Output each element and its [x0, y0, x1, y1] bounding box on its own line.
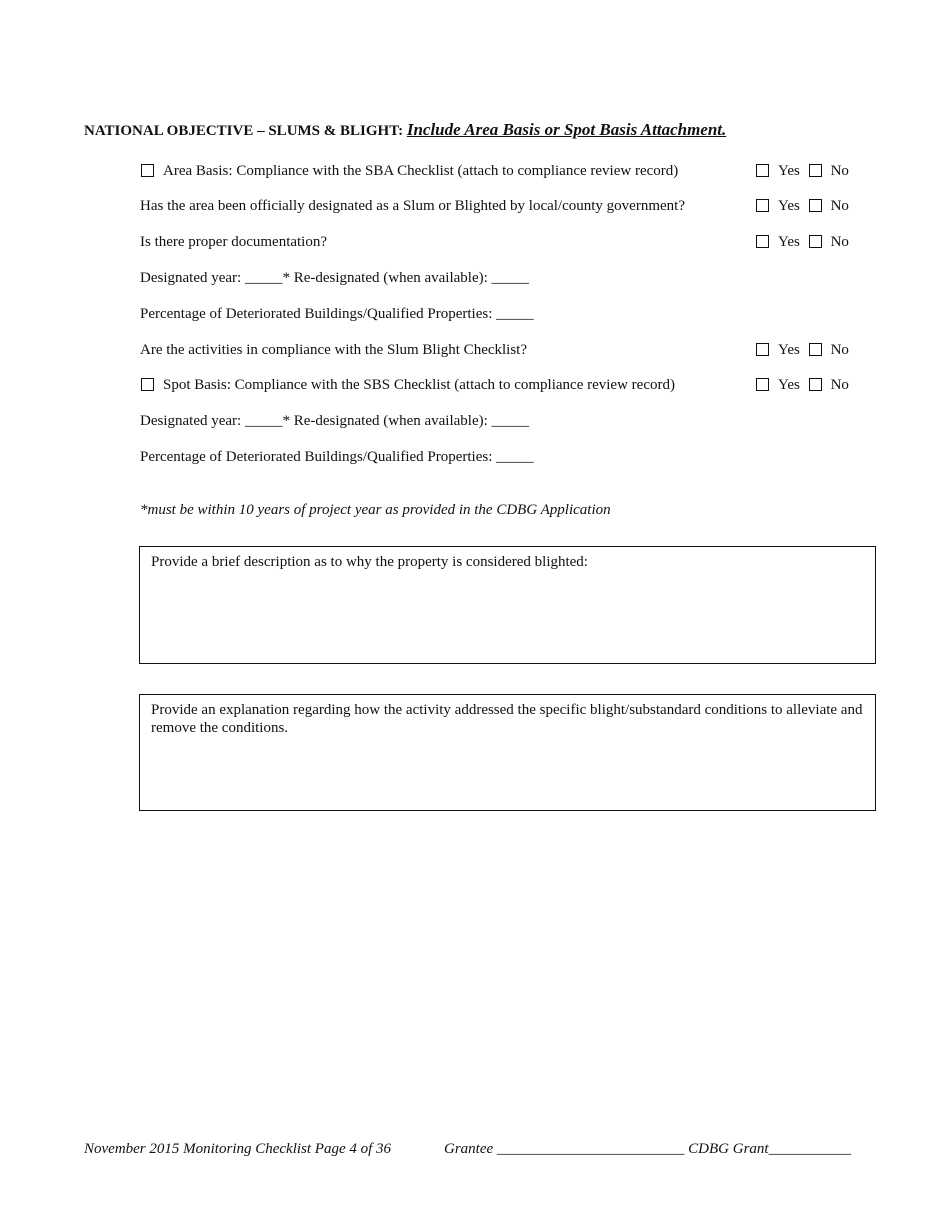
spot-basis-no-checkbox[interactable]	[809, 378, 822, 391]
area-basis-no-checkbox[interactable]	[809, 164, 822, 177]
section-header	[84, 120, 726, 140]
activity-explanation-box[interactable]	[139, 694, 876, 811]
designated-question: Has the area been officially designated as a Slum or Blighted by local/county government?	[140, 198, 685, 214]
documentation-yes-no	[756, 234, 849, 251]
no-label: No	[830, 163, 849, 179]
spot-basis-row	[141, 377, 675, 394]
documentation-yes-checkbox[interactable]	[756, 235, 769, 248]
attachment-note: Include Area Basis or Spot Basis Attachment.	[406, 120, 727, 139]
footer-grantee-line: Grantee _________________________ CDBG Grant___________	[444, 1141, 852, 1157]
footer-page-info: November 2015 Monitoring Checklist Page 4 of 36	[84, 1141, 392, 1157]
activities-yes-checkbox[interactable]	[756, 343, 769, 356]
area-basis-yes-no	[756, 163, 849, 180]
designated-no-checkbox[interactable]	[809, 199, 822, 212]
spot-basis-yes-no	[756, 377, 849, 394]
yes-label: Yes	[778, 342, 800, 358]
no-label: No	[830, 377, 849, 393]
area-basis-row	[141, 163, 678, 180]
spot-basis-checkbox[interactable]	[141, 378, 154, 391]
area-basis-yes-checkbox[interactable]	[756, 164, 769, 177]
blight-description-box[interactable]	[139, 546, 876, 664]
designated-yes-checkbox[interactable]	[756, 199, 769, 212]
spot-basis-label: Spot Basis: Compliance with the SBS Checklist (attach to compliance review record)	[163, 377, 675, 393]
designated-year-line-2: Designated year: _____* Re-designated (when available): _____	[140, 413, 530, 429]
percentage-line-2: Percentage of Deteriorated Buildings/Qualified Properties: _____	[140, 449, 534, 465]
no-label: No	[830, 198, 849, 214]
area-basis-checkbox[interactable]	[141, 164, 154, 177]
activities-question: Are the activities in compliance with the Slum Blight Checklist?	[140, 342, 528, 358]
footnote: *must be within 10 years of project year as provided in the CDBG Application	[140, 502, 611, 518]
section-title: NATIONAL OBJECTIVE – SLUMS & BLIGHT:	[84, 123, 404, 139]
activities-no-checkbox[interactable]	[809, 343, 822, 356]
designated-yes-no	[756, 198, 849, 215]
documentation-no-checkbox[interactable]	[809, 235, 822, 248]
no-label: No	[830, 342, 849, 358]
spot-basis-yes-checkbox[interactable]	[756, 378, 769, 391]
designated-year-line-1: Designated year: _____* Re-designated (when available): _____	[140, 270, 530, 286]
no-label: No	[830, 234, 849, 250]
blight-description-prompt: Provide a brief description as to why the property is considered blighted:	[151, 554, 588, 570]
area-basis-label: Area Basis: Compliance with the SBA Checklist (attach to compliance review record)	[163, 163, 679, 179]
percentage-line-1: Percentage of Deteriorated Buildings/Qualified Properties: _____	[140, 306, 534, 322]
activities-yes-no	[756, 342, 849, 359]
yes-label: Yes	[778, 234, 800, 250]
yes-label: Yes	[778, 163, 800, 179]
yes-label: Yes	[778, 198, 800, 214]
documentation-question: Is there proper documentation?	[140, 234, 328, 250]
activity-explanation-prompt: Provide an explanation regarding how the activity addressed the specific blight/substandard conditions to alleviate and remove the conditions.	[151, 702, 863, 736]
yes-label: Yes	[778, 377, 800, 393]
